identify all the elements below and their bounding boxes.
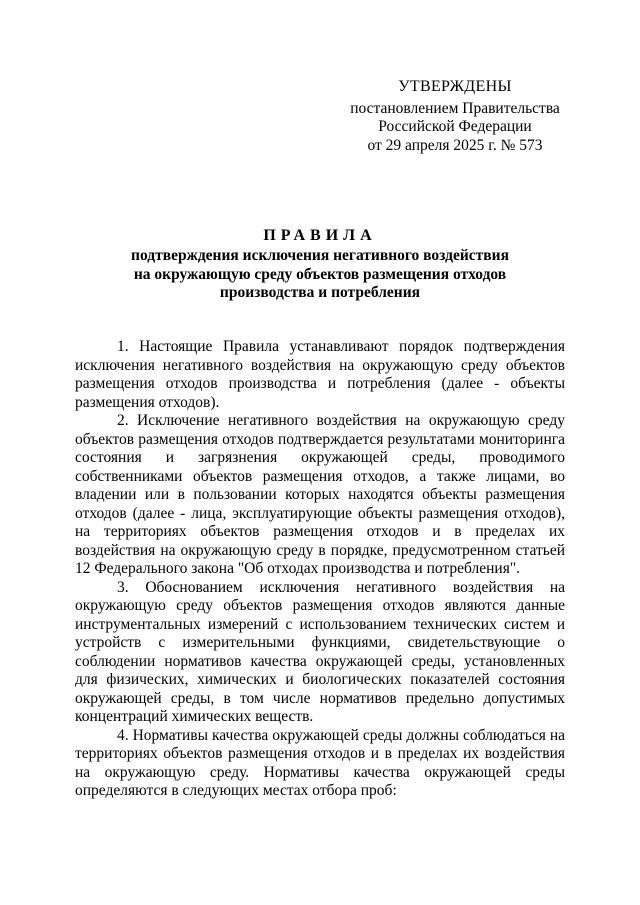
paragraph-3: 3. Обоснованием исключения негативного воздействия на окружающую среду объектов размещения отходов являются данные инструментальных измерений с использованием технических систем и устройств с измерительными функциями, свидетельствующие о соблюдении нормативов качества окружающей среды, установленных для физических, химических и биологических показателей состояния окружающей среды, в том числе нормативов предельно допустимых концентраций химических веществ. [75, 578, 565, 725]
subtitle-line: подтверждения исключения негативного воздействия [131, 247, 509, 264]
approval-block [330, 78, 580, 155]
subtitle-line: производства и потребления [219, 284, 421, 301]
paragraph-2: 2. Исключение негативного воздействия на окружающую среду объектов размещения отходов подтверждается результатами мониторинга состояния и загрязнения окружающей среды, проводимого собственниками объектов размещения отходов, а также лицами, во владении или в пользовании которых находятся объекты размещения отходов (далее - лица, эксплуатирующие объекты размещения отходов), на территориях объектов размещения отходов и в пределах их воздействия на окружающую среду в порядке, предусмотренном статьей 12 Федерального закона "Об отходах производства и потребления". [75, 412, 565, 577]
approval-line: постановлением Правительства [350, 99, 560, 117]
subtitle-line: на окружающую среду объектов размещения отходов [133, 265, 507, 283]
document-body [75, 338, 565, 801]
paragraph-4: 4. Нормативы качества окружающей среды должны соблюдаться на территориях объектов размещения отходов и в пределах их воздействия на окружающую среду. Нормативы качества окружающей среды определяются в следующих местах отбора проб: [75, 726, 565, 799]
document-subtitle [75, 247, 565, 303]
document-title: ПРАВИЛА [263, 227, 377, 244]
paragraph-1: 1. Настоящие Правила устанавливают порядок подтверждения исключения негативного воздействия на окружающую среду объектов размещения отходов производства и потребления (далее - объекты размещения отходов). [75, 338, 565, 411]
approval-date-line: от 29 апреля 2025 г. № 573 [367, 136, 543, 154]
approval-line: Российской Федерации [378, 118, 532, 135]
approval-heading: УТВЕРЖДЕНЫ [398, 78, 512, 95]
